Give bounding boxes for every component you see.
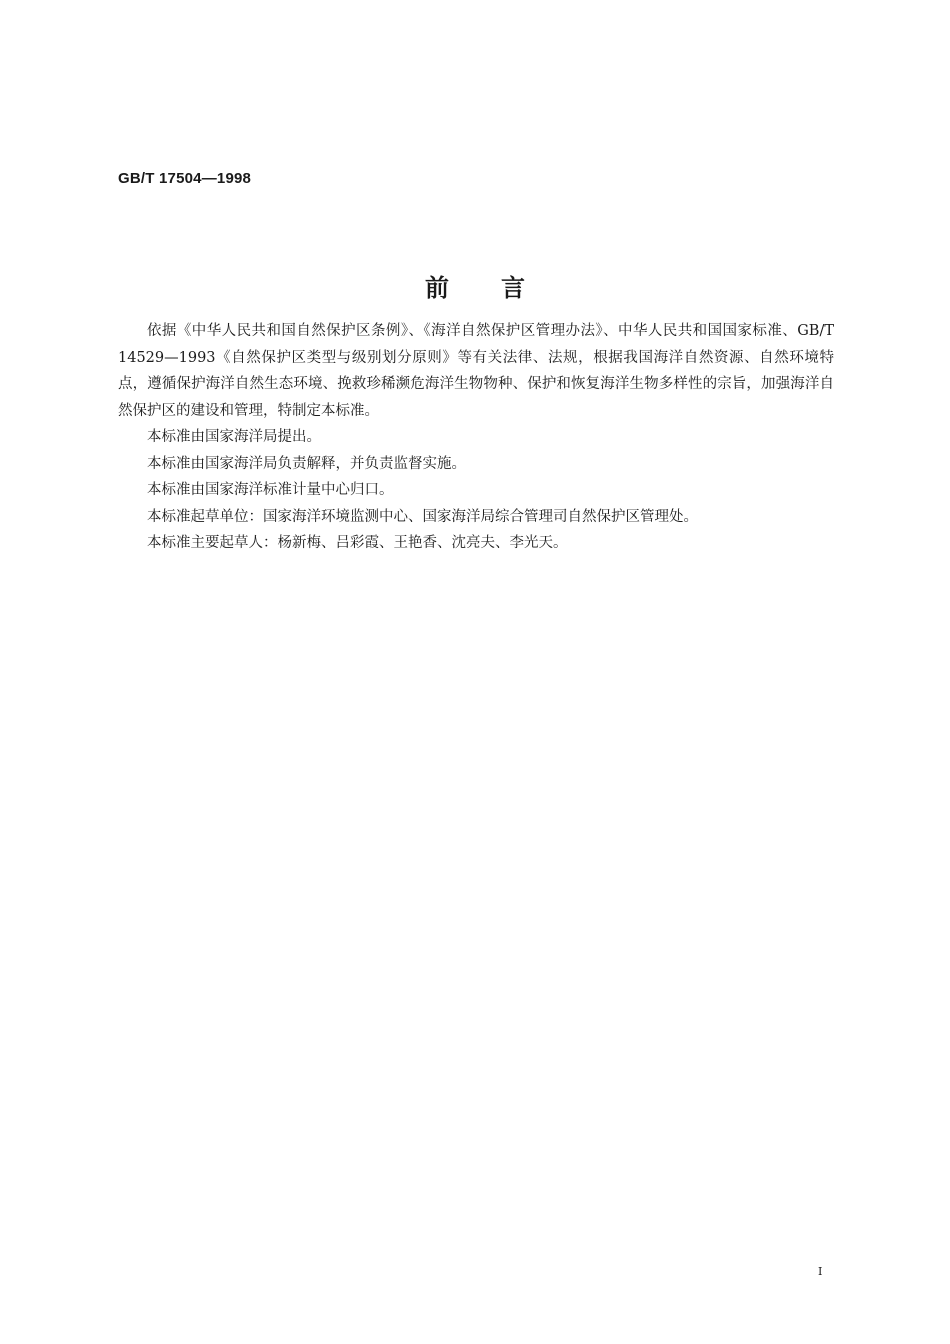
paragraph-drafting-units: 本标准起草单位：国家海洋环境监测中心、国家海洋局综合管理司自然保护区管理处。 <box>147 508 698 525</box>
page-title: 前言 <box>425 274 577 302</box>
paragraph-drafters: 本标准主要起草人：杨新梅、吕彩霞、王艳香、沈亮夫、李光天。 <box>147 535 568 551</box>
page-number: I <box>818 1265 823 1278</box>
standard-code: GB/T 17504—1998 <box>118 170 252 187</box>
preface-body <box>118 318 834 557</box>
paragraph-administrator: 本标准由国家海洋标准计量中心归口。 <box>147 482 394 498</box>
paragraph-basis: 依据《中华人民共和国自然保护区条例》、《海洋自然保护区管理办法》、中华人民共和国国家标准、GB/T 14529—1993《自然保护区类型与级别划分原则》等有关法律、法规，根据我国海洋自然资源、自然环境特点，遵循保护海洋自然生态环境、挽救珍稀濒危海洋生物物种、保护和恢复海洋生物多样性的宗旨，加强海洋自然保护区的建设和管理，特制定本标准。 <box>118 323 834 419</box>
paragraph-proposer: 本标准由国家海洋局提出。 <box>147 429 321 445</box>
paragraph-interpreter: 本标准由国家海洋局负责解释，并负责监督实施。 <box>147 455 466 472</box>
